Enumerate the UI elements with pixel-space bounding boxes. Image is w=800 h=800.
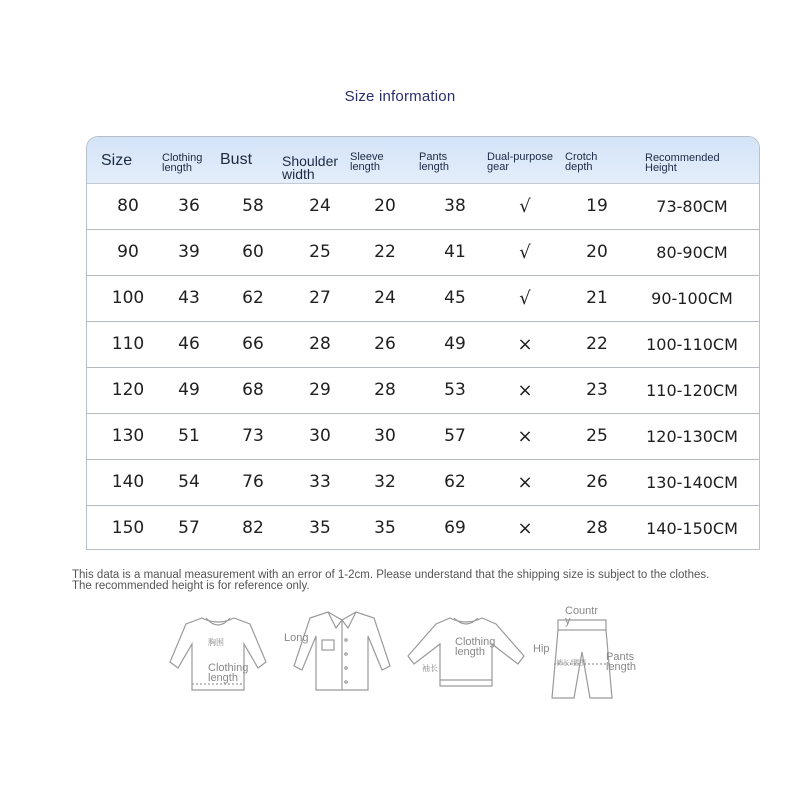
- cell-sleeve-length: 26: [374, 334, 396, 354]
- pants-length-label: Pants length: [606, 651, 636, 673]
- cell-recommended-height: 110-120CM: [646, 381, 738, 400]
- table-row: [87, 506, 759, 550]
- cell-recommended-height: 90-100CM: [651, 289, 733, 308]
- table-row: [87, 230, 759, 276]
- cell-bust: 76: [242, 472, 264, 492]
- header-shoulder-width: Shoulder width: [282, 153, 339, 182]
- cell-crotch-depth: 21: [586, 288, 608, 308]
- header-recommended-height: Recommended Height: [645, 152, 720, 174]
- cell-size: 120: [111, 380, 145, 400]
- cell-clothing-length: 43: [178, 288, 200, 308]
- cell-recommended-height: 80-90CM: [656, 243, 728, 262]
- page-title: Size information: [344, 88, 456, 105]
- cell-clothing-length: 57: [178, 518, 200, 538]
- cell-sleeve-length: 24: [374, 288, 396, 308]
- cell-shoulder-width: 27: [309, 288, 331, 308]
- table-row: [87, 322, 759, 368]
- cell-shoulder-width: 25: [309, 242, 331, 262]
- pants-crotch-label: Countr y: [565, 605, 599, 627]
- cell-clothing-length: 46: [178, 334, 200, 354]
- cell-pants-length: 62: [444, 472, 466, 492]
- cell-dual-purpose: √: [519, 196, 531, 217]
- cell-sleeve-length: 32: [374, 472, 396, 492]
- cell-shoulder-width: 29: [309, 380, 331, 400]
- cell-pants-length: 38: [444, 196, 466, 216]
- table-row: [87, 368, 759, 414]
- pants-waist-label: 裤长/腰围: [556, 660, 586, 667]
- cell-recommended-height: 100-110CM: [646, 335, 738, 354]
- cell-crotch-depth: 19: [586, 196, 608, 216]
- cell-dual-purpose: ×: [517, 380, 533, 401]
- cell-recommended-height: 140-150CM: [646, 519, 738, 538]
- jacket-sleeve-label: 袖长: [422, 664, 438, 673]
- cell-dual-purpose: ×: [517, 334, 533, 355]
- cell-crotch-depth: 23: [586, 380, 608, 400]
- cell-size: 80: [117, 196, 139, 216]
- cell-clothing-length: 54: [178, 472, 200, 492]
- cell-dual-purpose: √: [519, 242, 531, 263]
- table-row: [87, 276, 759, 322]
- cell-bust: 60: [242, 242, 264, 262]
- cell-size: 90: [117, 242, 139, 262]
- cell-sleeve-length: 22: [374, 242, 396, 262]
- cell-shoulder-width: 35: [309, 518, 331, 538]
- cell-sleeve-length: 28: [374, 380, 396, 400]
- header-size: Size: [101, 152, 133, 169]
- cell-size: 100: [111, 288, 145, 308]
- header-crotch-depth: Crotch depth: [565, 151, 598, 173]
- cell-clothing-length: 51: [178, 426, 200, 446]
- table-row: [87, 184, 759, 230]
- cell-clothing-length: 49: [178, 380, 200, 400]
- cell-sleeve-length: 35: [374, 518, 396, 538]
- cell-size: 150: [111, 518, 145, 538]
- cell-recommended-height: 130-140CM: [646, 473, 738, 492]
- pants-hip-label: Hip: [533, 643, 550, 655]
- cell-crotch-depth: 28: [586, 518, 608, 538]
- sweater-chest-label: 胸围: [208, 638, 224, 647]
- cell-sleeve-length: 20: [374, 196, 396, 216]
- cell-sleeve-length: 30: [374, 426, 396, 446]
- shirt-long-label: Long: [284, 632, 309, 644]
- cell-clothing-length: 36: [178, 196, 200, 216]
- cell-dual-purpose: √: [519, 288, 531, 309]
- note-line-1: This data is a manual measurement with an error of 1-2cm. Please understand that the shipping size is subject to the clothes.: [72, 569, 710, 581]
- header-dual-purpose: Dual-purpose gear: [487, 151, 554, 173]
- header-clothing-length: Clothing length: [162, 152, 203, 174]
- cell-crotch-depth: 25: [586, 426, 608, 446]
- table-header: [87, 137, 759, 184]
- cell-bust: 73: [242, 426, 264, 446]
- measurement-note: [72, 570, 772, 592]
- cell-size: 130: [111, 426, 145, 446]
- cell-crotch-depth: 20: [586, 242, 608, 262]
- cell-pants-length: 53: [444, 380, 466, 400]
- cell-dual-purpose: ×: [517, 472, 533, 493]
- header-pants-length: Pants length: [419, 151, 449, 173]
- cell-pants-length: 69: [444, 518, 466, 538]
- cell-shoulder-width: 30: [309, 426, 331, 446]
- cell-size: 110: [111, 334, 145, 354]
- cell-pants-length: 49: [444, 334, 466, 354]
- cell-recommended-height: 120-130CM: [646, 427, 738, 446]
- cell-pants-length: 45: [444, 288, 466, 308]
- sweater-clothing-length-label: Clothing length: [208, 662, 249, 684]
- cell-bust: 66: [242, 334, 264, 354]
- shirt-diagram: [290, 606, 394, 694]
- jacket-clothing-length-label: Clothing length: [455, 636, 496, 658]
- header-sleeve-length: Sleeve length: [350, 151, 384, 173]
- cell-bust: 82: [242, 518, 264, 538]
- table-row: [87, 414, 759, 460]
- cell-crotch-depth: 26: [586, 472, 608, 492]
- note-line-2: The recommended height is for reference only.: [72, 580, 310, 592]
- cell-pants-length: 41: [444, 242, 466, 262]
- cell-dual-purpose: ×: [517, 426, 533, 447]
- cell-bust: 58: [242, 196, 264, 216]
- cell-shoulder-width: 28: [309, 334, 331, 354]
- cell-recommended-height: 73-80CM: [656, 197, 728, 216]
- cell-crotch-depth: 22: [586, 334, 608, 354]
- cell-bust: 62: [242, 288, 264, 308]
- cell-shoulder-width: 24: [309, 196, 331, 216]
- table-row: [87, 460, 759, 506]
- cell-pants-length: 57: [444, 426, 466, 446]
- size-table: [86, 136, 760, 550]
- table-body: [87, 184, 759, 550]
- cell-clothing-length: 39: [178, 242, 200, 262]
- cell-bust: 68: [242, 380, 264, 400]
- cell-size: 140: [111, 472, 145, 492]
- cell-dual-purpose: ×: [517, 518, 533, 539]
- header-bust: Bust: [220, 151, 253, 168]
- cell-shoulder-width: 33: [309, 472, 331, 492]
